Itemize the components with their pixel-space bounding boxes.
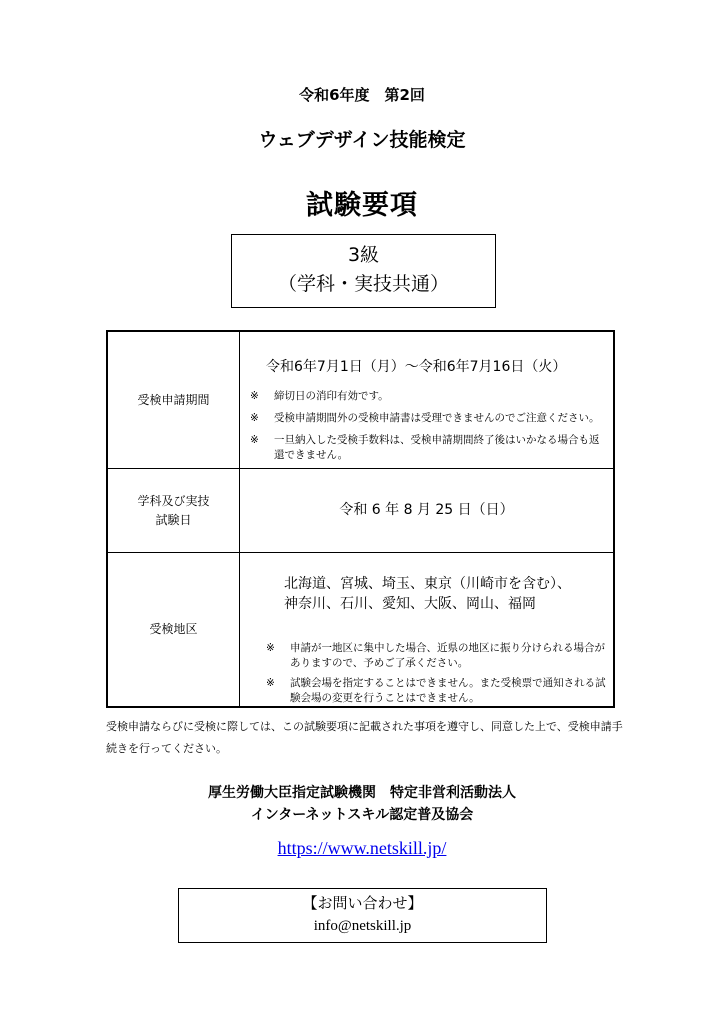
exam-regions-row [108, 553, 613, 706]
contact-box [178, 888, 547, 943]
note-mark: ※ [266, 677, 275, 689]
application-period-row [108, 332, 613, 469]
note-mark: ※ [250, 434, 259, 446]
contact-label: 【お問い合わせ】 [302, 896, 423, 912]
exam-subtitle: 令和6年度 第2回 [299, 86, 425, 104]
organization-name-line2: インターネットスキル認定普及協会 [250, 807, 474, 823]
exam-regions-label: 受検地区 [108, 553, 240, 706]
application-period-value: 令和6年7月1日（月）～令和6年7月16日（火） [266, 359, 567, 375]
note-mark: ※ [250, 412, 259, 424]
application-period-label: 受検申請期間 [108, 332, 240, 468]
contact-email[interactable]: info@netskill.jp [313, 918, 412, 934]
organization-name-line1: 厚生労働大臣指定試験機関 特定非営利活動法人 [208, 785, 516, 801]
exam-date-label: 学科及び実技 試験日 [108, 469, 240, 552]
level-label: 3級 [347, 244, 380, 266]
website-link[interactable]: https://www.netskill.jp/ [277, 838, 447, 858]
exam-date-cell [240, 469, 613, 552]
note-mark: ※ [266, 642, 275, 654]
page-heading: 試験要項 [306, 190, 418, 221]
exam-regions-cell: 北海道、宮城、埼玉、東京（川崎市を含む）、 神奈川、石川、愛知、大阪、岡山、福岡 ※ 申請が一地区に集中した場合、近県の地区に振り分けられる場合がありますので、予めご了承ください。 ※ 試験会場を指定することはできません。また受検票で通知される試験会場の変更を行うことはできません。 [266, 576, 606, 704]
note-mark: ※ [250, 390, 259, 402]
level-scope: （学科・実技共通） [277, 273, 449, 295]
exam-date-row [108, 469, 613, 553]
exam-date-value: 令和 6 年 8 月 25 日（日） [339, 502, 514, 518]
consent-text: 受検申請ならびに受検に際しては、この試験要項に記載された事項を遵守し、同意した上で、受検申請手続きを行ってください。 [106, 720, 623, 755]
exam-info-table [106, 330, 615, 708]
level-box [231, 234, 496, 308]
exam-regions-list: 北海道、宮城、埼玉、東京（川崎市を含む）、 神奈川、石川、愛知、大阪、岡山、福岡 [284, 576, 571, 612]
application-period-cell: 令和6年7月1日（月）～令和6年7月16日（火） ※ 締切日の消印有効です。 ※ 受検申請期間外の受検申請書は受理できませんのでご注意ください。 ※ 一旦納入した受検手数料は、受検申請期間終了後はいかなる場合も返還できません。 [240, 332, 613, 468]
exam-title: ウェブデザイン技能検定 [258, 129, 466, 151]
